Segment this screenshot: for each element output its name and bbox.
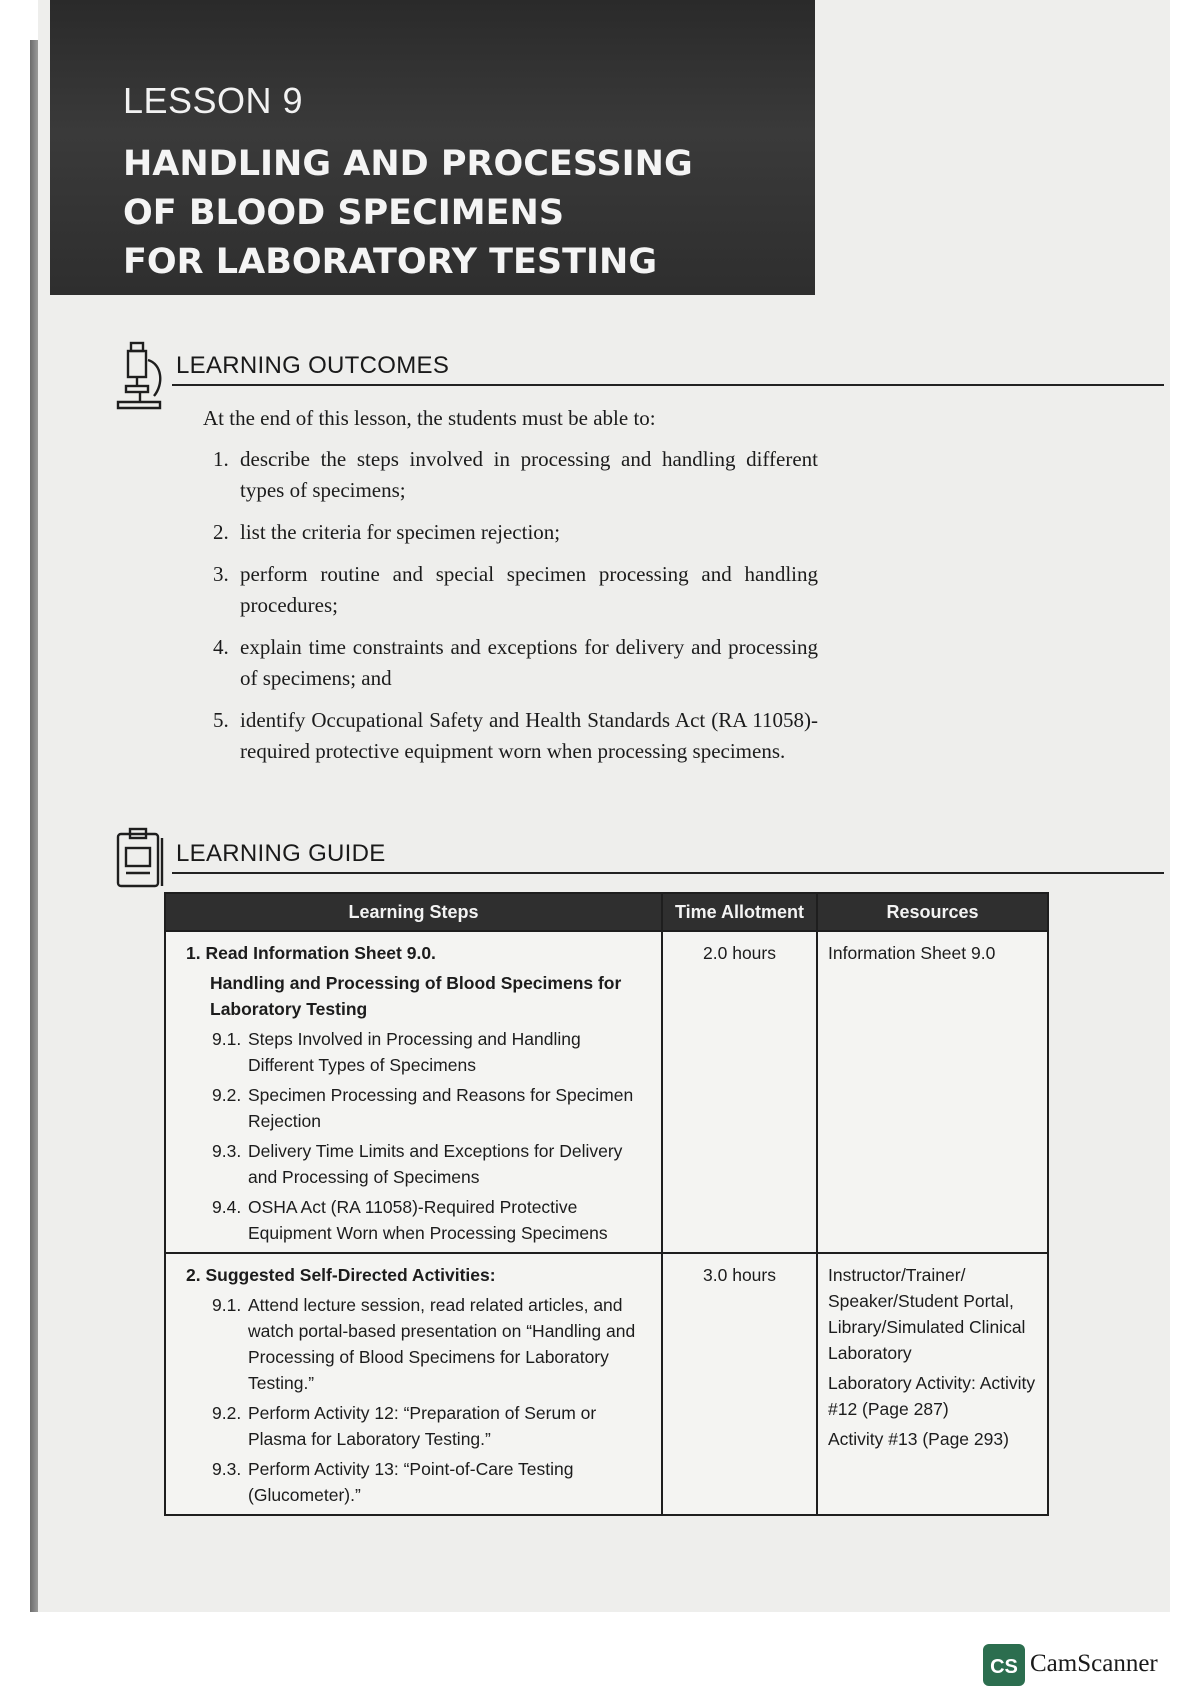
sub-step-text: Delivery Time Limits and Exceptions for Delivery and Processing of Specimens [248, 1141, 623, 1187]
sub-step-number: 9.2. [212, 1403, 242, 1423]
sub-step-text: Perform Activity 12: “Preparation of Serum or Plasma for Laboratory Testing.” [248, 1403, 597, 1449]
table-row [165, 1253, 1048, 1515]
resource-item: Information Sheet 9.0 [828, 943, 996, 963]
resource-item: Activity #13 (Page 293) [828, 1429, 1009, 1449]
column-header: Time Allotment [662, 893, 817, 931]
sub-step [176, 1138, 651, 1190]
learning-outcomes-heading [114, 340, 1164, 400]
outcome-item [213, 705, 818, 767]
lesson-title [123, 140, 803, 287]
camscanner-logo [982, 1643, 1026, 1687]
learning-guide-heading [114, 826, 1164, 886]
sub-step [176, 1194, 651, 1246]
section-divider [172, 384, 1164, 386]
camscanner-brand: CamScanner [1030, 1650, 1158, 1677]
outcome-item [213, 632, 818, 694]
learning-steps-cell [165, 931, 662, 1253]
column-header: Resources [817, 893, 1048, 931]
step-subtitle: Handling and Processing of Blood Specimens for Laboratory Testing [210, 973, 622, 1019]
outcome-number: 1. [213, 447, 229, 471]
sub-step-text: Perform Activity 13: “Point-of-Care Testing (Glucometer).” [248, 1459, 574, 1505]
sub-step-number: 9.1. [212, 1029, 242, 1049]
resource-item: Instructor/Trainer/ Speaker/Student Portal, Library/Simulated Clinical Laboratory [828, 1265, 1026, 1363]
outcome-item [213, 444, 818, 506]
sub-step-text: OSHA Act (RA 11058)-Required Protective Equipment Worn when Processing Specimens [248, 1197, 608, 1243]
outcome-number: 3. [213, 562, 229, 586]
sub-step [176, 1026, 651, 1078]
section-divider [172, 872, 1164, 874]
outcome-number: 4. [213, 635, 229, 659]
clipboard-icon [114, 826, 170, 890]
time-allotment-cell: 2.0 hours [662, 931, 817, 1253]
camscanner-logo-text: CS [990, 1656, 1018, 1678]
step-title: 2. Suggested Self-Directed Activities: [186, 1265, 496, 1285]
time-allotment-cell: 3.0 hours [662, 1253, 817, 1515]
column-header: Learning Steps [165, 893, 662, 931]
section-title: LEARNING GUIDE [176, 840, 386, 867]
sub-step-number: 9.3. [212, 1459, 242, 1479]
sub-step-text: Steps Involved in Processing and Handling Different Types of Specimens [248, 1029, 581, 1075]
sub-step [176, 1082, 651, 1134]
outcomes-intro: At the end of this lesson, the students must be able to: [203, 406, 656, 430]
outcome-text: explain time constraints and exceptions for delivery and processing of specimens; and [240, 635, 818, 690]
sub-step [176, 1292, 651, 1396]
outcome-text: describe the steps involved in processing and handling different types of specimens; [240, 447, 818, 502]
table-row [165, 931, 1048, 1253]
table-header-row [165, 893, 1048, 931]
learning-guide-table [164, 892, 1049, 1516]
outcome-text: identify Occupational Safety and Health Standards Act (RA 11058)-required protective equipment worn when processing specimens. [240, 708, 818, 763]
lesson-title-line: OF BLOOD SPECIMENS [123, 193, 565, 233]
outcomes-list [213, 444, 818, 778]
resources-cell [817, 1253, 1048, 1515]
outcome-text: perform routine and special specimen processing and handling procedures; [240, 562, 818, 617]
resources-cell [817, 931, 1048, 1253]
sub-step-number: 9.1. [212, 1295, 242, 1315]
step-title: 1. Read Information Sheet 9.0. [186, 943, 436, 963]
resource-item: Laboratory Activity: Activity #12 (Page 287) [828, 1373, 1036, 1419]
lesson-number: LESSON 9 [123, 80, 304, 121]
sub-step-number: 9.4. [212, 1197, 242, 1217]
sub-step-number: 9.2. [212, 1085, 242, 1105]
outcome-number: 2. [213, 520, 229, 544]
outcome-item [213, 517, 818, 548]
section-title: LEARNING OUTCOMES [176, 352, 450, 379]
lesson-title-line: FOR LABORATORY TESTING [123, 242, 658, 282]
sub-step [176, 1456, 651, 1508]
sub-step-text: Specimen Processing and Reasons for Specimen Rejection [248, 1085, 634, 1131]
outcome-text: list the criteria for specimen rejection; [240, 520, 561, 544]
learning-steps-cell [165, 1253, 662, 1515]
sub-step [176, 1400, 651, 1452]
sub-step-number: 9.3. [212, 1141, 242, 1161]
lesson-title-line: HANDLING AND PROCESSING [123, 144, 693, 184]
sub-step-text: Attend lecture session, read related articles, and watch portal-based presentation on “Handling and Processing of Blood Specimens for Laboratory Testing.” [248, 1295, 636, 1393]
microscope-icon [114, 340, 170, 410]
outcome-item [213, 559, 818, 621]
outcome-number: 5. [213, 708, 229, 732]
